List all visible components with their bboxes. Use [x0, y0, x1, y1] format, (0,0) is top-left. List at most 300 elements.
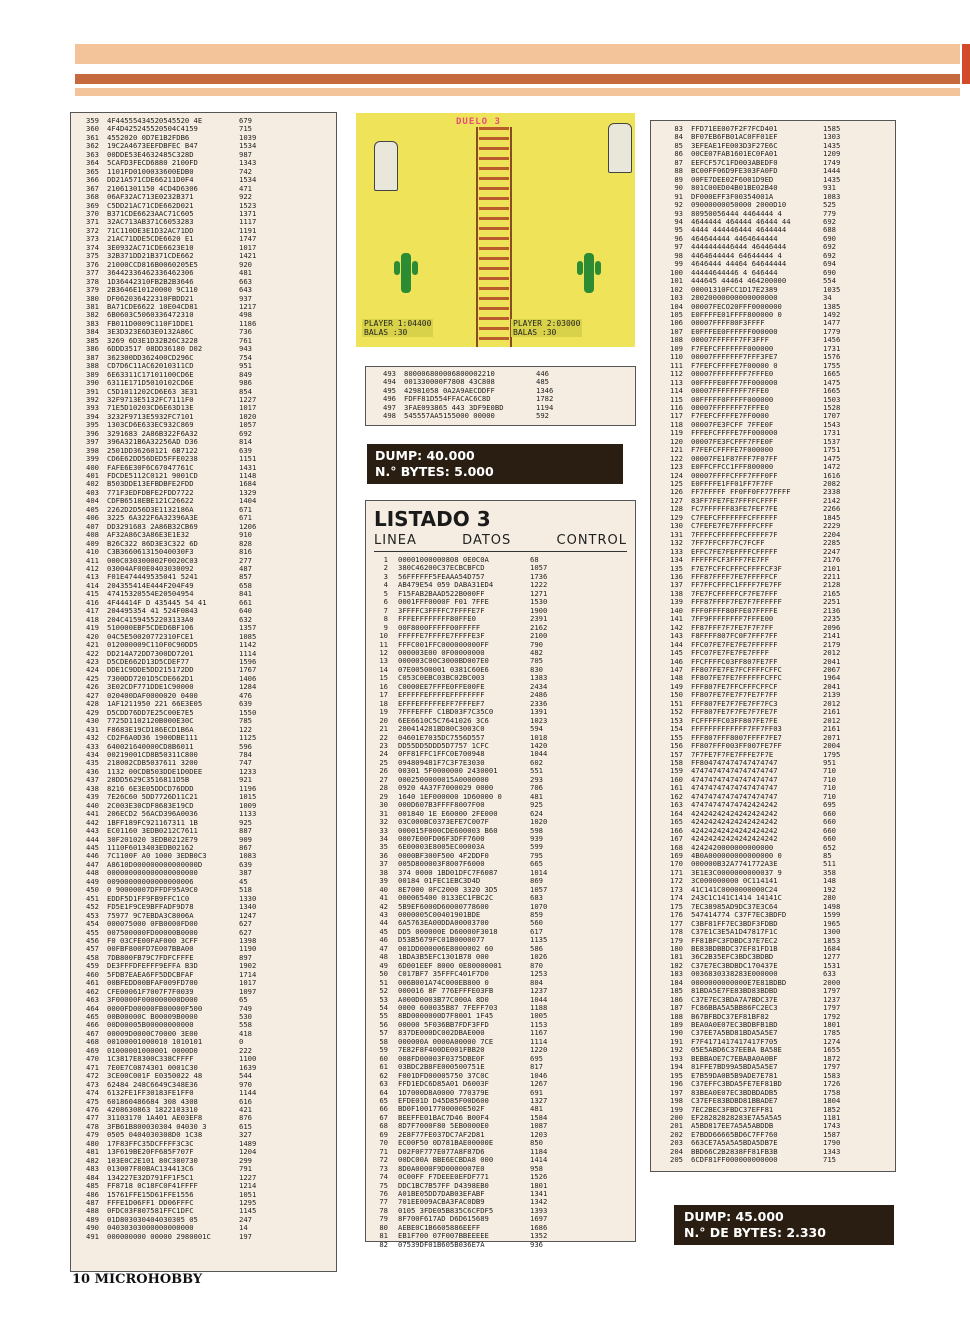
hex-data: 4242420000000000000	[691, 842, 774, 852]
hex-data: E0FFFFE01FFFF800000 0	[691, 309, 782, 319]
checksum: 692	[823, 250, 836, 260]
line-number: 183	[670, 969, 683, 979]
hex-data: 000000B32A7741772A3E	[691, 859, 778, 869]
checksum: 1385	[823, 301, 841, 311]
line-number: 158	[670, 757, 683, 767]
hex-data: 2501DD36260121 6B7122	[107, 445, 198, 455]
checksum: 1804	[823, 1096, 841, 1106]
checksum: 692	[823, 216, 836, 226]
hex-data: 5B9EF6000D60000778600	[398, 901, 489, 911]
hex-data: C3B366061315040030F3	[107, 547, 194, 557]
hex-data: 3291683 2A86B322F6A32	[107, 428, 198, 438]
checksum: 1726	[823, 1079, 841, 1089]
line-number: 438	[86, 783, 99, 793]
hex-data: 00007FECO20FFF0000000	[691, 301, 782, 311]
line-number: 191	[670, 1036, 683, 1046]
line-number: 156	[670, 741, 683, 751]
checksum: 692	[823, 242, 836, 252]
checksum: 2100	[530, 631, 548, 641]
line-number: 193	[670, 1053, 683, 1063]
checksum: 2391	[530, 614, 548, 624]
checksum: 1585	[823, 124, 841, 133]
line-number: 13	[379, 656, 388, 666]
hex-data: 36C2B35EFC3BDC3BDBD	[691, 952, 774, 962]
hex-data: 1AF1211950 221 66E3E05	[107, 699, 203, 709]
checksum: 695	[823, 800, 836, 810]
checksum: 1284	[239, 682, 257, 692]
checksum: 1492	[823, 309, 841, 319]
listing-header	[366, 533, 635, 549]
checksum: 2101	[823, 563, 841, 573]
hex-data: EF28282828283E7A5A5A5	[691, 1113, 782, 1123]
hex-data: C5D1011202CD6E63 3E31	[107, 386, 198, 396]
checksum: 1523	[239, 200, 257, 210]
checksum: 299	[239, 1155, 252, 1165]
checksum: 197	[239, 1231, 252, 1241]
hex-data: 00B00000C B00009B0000	[107, 1012, 198, 1022]
hex-data: 3FAE093865 443 3DF9E0BD	[404, 402, 504, 412]
listing-title: LISTADO 3	[374, 507, 491, 531]
line-number: 131	[670, 529, 683, 539]
hex-data: FFFEFFFFFFFF80FFE0	[398, 614, 476, 624]
checksum: 1801	[823, 1020, 841, 1030]
line-number: 409	[86, 538, 99, 548]
hex-data: 7725D1102120B000E30C	[107, 716, 194, 726]
listing-3-rows	[366, 556, 635, 1249]
line-number: 427	[86, 690, 99, 700]
line-number: 34	[379, 833, 388, 843]
checksum: 688	[823, 225, 836, 235]
checksum: 2012	[823, 698, 841, 708]
line-number: 474	[86, 1088, 99, 1098]
line-number: 479	[86, 1130, 99, 1140]
checksum: 1790	[823, 1138, 841, 1148]
hex-data: FCFFFFFC03FF807FE7FE	[691, 715, 778, 725]
hex-data: 00FBF800FD7E007BBA00	[107, 944, 194, 954]
checksum: 616	[239, 1096, 252, 1106]
line-number: 79	[379, 1214, 388, 1224]
checksum: 814	[239, 437, 252, 447]
checksum: 779	[823, 208, 836, 218]
line-number: 60	[379, 1053, 388, 1063]
checksum: 747	[239, 758, 252, 768]
checksum: 1247	[239, 910, 257, 920]
line-number: 407	[86, 521, 99, 531]
hex-data: FFD71EE007F2F7FCD401	[691, 124, 778, 133]
checksum: 784	[239, 749, 252, 759]
checksum: 2336	[530, 698, 548, 708]
checksum: 471	[239, 183, 252, 193]
checksum: 1444	[823, 166, 841, 176]
checksum: 850	[530, 1138, 543, 1148]
checksum: 1684	[239, 479, 257, 489]
hex-data: 4552020 0D7E1B2FDB6	[107, 132, 190, 142]
line-number: 50	[379, 969, 388, 979]
hex-data: 00FFFFE0FFF7FF000000	[691, 377, 778, 387]
line-number: 370	[86, 208, 99, 218]
hex-data: 6A5763EA00DDA00003700	[398, 918, 489, 928]
line-number: 378	[86, 276, 99, 286]
checksum: 518	[239, 885, 252, 895]
checksum: 660	[823, 817, 836, 827]
hex-data: 71C110DE3E1D32AC71DD	[107, 225, 194, 235]
line-number: 138	[670, 588, 683, 598]
line-number: 366	[86, 175, 99, 185]
hex-data: 8BD0000000D7F8001 1F45	[398, 1011, 494, 1021]
hex-data: 444645 44464 464200000	[691, 276, 787, 286]
checksum: 1217	[239, 301, 257, 311]
hex-data: 000000000000000000000	[107, 868, 198, 878]
hex-data: 020400DAF0000020 0400	[107, 690, 198, 700]
line-number: 440	[86, 800, 99, 810]
line-number: 433	[86, 741, 99, 751]
hex-data: 0000 600035B87 7FEFF703	[398, 1003, 498, 1013]
line-number: 423	[86, 657, 99, 666]
checksum: 1057	[530, 884, 548, 894]
checksum: 2338	[823, 487, 841, 497]
hex-data: 00100001000010 1010101	[107, 1037, 203, 1047]
hex-data: DF062036422310FBDD21	[107, 293, 194, 303]
line-number: 432	[86, 733, 99, 743]
line-number: 132	[670, 538, 683, 548]
hex-data: 21061301150 4CD4D6306	[107, 183, 198, 193]
checksum: 446	[536, 369, 549, 378]
checksum: 660	[823, 825, 836, 835]
line-number: 451	[86, 893, 99, 903]
hex-data: 36442336462336462306	[107, 268, 194, 278]
line-number: 434	[86, 749, 99, 759]
hex-data: 03BDC2B8FE000500751E	[398, 1062, 485, 1072]
line-number: 51	[379, 977, 388, 987]
checksum: 1039	[239, 132, 257, 142]
hex-data: FFFC001FFC000000000FF	[398, 639, 489, 649]
line-number: 444	[86, 834, 99, 844]
hex-data: 00F8000FFFFF00FFFFF	[398, 622, 481, 632]
checksum: 1346	[536, 385, 554, 395]
hex-data: 000C030300002F0020C03	[107, 555, 198, 565]
line-number: 187	[670, 1003, 683, 1013]
checksum: 624	[530, 808, 543, 818]
checksum: 1237	[823, 994, 841, 1004]
hex-data: BEEFFE01BAC7D46 B00F4	[398, 1112, 489, 1122]
player1-hud	[362, 319, 433, 337]
line-number: 185	[670, 986, 683, 996]
checksum: 1801	[530, 1180, 548, 1190]
hex-data: 801C00ED04B01BE02B40	[691, 183, 778, 193]
hex-data: AEBE0C1B6605886EEFF	[398, 1222, 481, 1232]
line-number: 401	[86, 471, 99, 481]
checksum: 2161	[823, 707, 841, 717]
hex-data: 243C1C141C1414 14141C	[691, 893, 782, 903]
hex-data: 00DC00A BBE6ECBDA8 000	[398, 1155, 494, 1165]
hex-data: 47474747474747474747	[691, 766, 778, 776]
hex-data: EDDF5D1FF9FB9FFC1C0	[107, 893, 190, 903]
hex-data: 1BFF189FC921167311 1B	[107, 817, 198, 827]
checksum: 665	[530, 859, 543, 869]
hex-data: 464644444 4464644444	[691, 233, 778, 243]
dump-info-box	[367, 444, 623, 484]
hex-data: FF807FFF003FF007FE7FF	[691, 741, 782, 751]
checksum: 1194	[536, 402, 554, 412]
checksum: 1526	[530, 1172, 548, 1182]
line-number: 173	[670, 884, 683, 894]
hex-data: FF87FFF7F7FE7F7F7FF	[691, 622, 774, 632]
line-number: 20	[379, 715, 388, 725]
hex-data: 00001000000808 0E0C0A	[398, 555, 489, 564]
checksum: 1785	[823, 1028, 841, 1038]
line-number: 2	[383, 563, 388, 573]
line-number: 468	[86, 1037, 99, 1047]
hex-data: 0036830338283E000000	[691, 969, 778, 979]
checksum: 1300	[823, 927, 841, 937]
checksum: 1414	[530, 1155, 548, 1165]
checksum: 690	[823, 233, 836, 243]
line-number: 52	[379, 986, 388, 996]
hex-data: 00007FFFFFFF7FFFE0	[691, 402, 769, 412]
line-number: 367	[86, 183, 99, 193]
hex-data: 71E5D10203CD6E63D13E	[107, 403, 194, 413]
checksum: 2486	[530, 690, 548, 700]
checksum: 1227	[239, 1172, 257, 1182]
line-number: 182	[670, 960, 683, 970]
hex-data: 00CE07FAB1601EC0FA01	[691, 149, 778, 159]
checksum: 663	[239, 276, 252, 286]
line-number: 113	[670, 377, 683, 387]
line-number: 17	[379, 690, 388, 700]
checksum: 936	[530, 1239, 543, 1249]
hex-data: 547414774 C37F7EC3BDFD	[691, 910, 787, 920]
line-number: 179	[670, 935, 683, 945]
checksum: 1188	[530, 1003, 548, 1013]
line-number: 72	[379, 1155, 388, 1165]
checksum: 761	[239, 335, 252, 345]
line-number: 99	[674, 259, 683, 269]
checksum: 706	[530, 783, 543, 793]
checksum: 660	[823, 808, 836, 818]
checksum: 14	[239, 1223, 248, 1233]
hex-data: 005D800003F8007F6000	[398, 859, 485, 869]
checksum: 596	[239, 741, 252, 751]
line-number: 417	[86, 606, 99, 616]
hex-data: 0C00FF F7DEEE0EFDF771	[398, 1172, 489, 1182]
line-number: 59	[379, 1045, 388, 1055]
checksum: 1125	[239, 733, 257, 743]
line-number: 359	[86, 116, 99, 125]
hex-data: 0000000000000E7E81BDBD	[691, 977, 787, 987]
hex-data: FF7FFCFFFC1FFFF7FE7FF	[691, 580, 782, 590]
hex-data: 206ECD2 56ACD396A0036	[107, 809, 198, 819]
checksum: 1639	[239, 1062, 257, 1072]
header-rule	[374, 551, 627, 552]
line-number: 496	[383, 394, 396, 404]
line-number: 39	[379, 876, 388, 886]
hex-data: 81BDA5E7FE83BD83BDBD	[691, 986, 778, 996]
line-number: 9	[383, 622, 388, 632]
line-number: 404	[86, 496, 99, 506]
checksum: 1144	[239, 1088, 257, 1098]
checksum: 1135	[530, 935, 548, 945]
hex-data: DE3FFFDFEFFF9EFFA B3D	[107, 961, 198, 971]
checksum: 857	[239, 572, 252, 582]
hex-data: FC86BBA5A5BB86FC2EC3	[691, 1003, 778, 1013]
hex-data: 3F00000F000000000D000	[107, 995, 198, 1005]
checksum: 2229	[823, 521, 841, 531]
hex-data: BF07EB6FB01AC0FF01EF	[691, 132, 778, 142]
line-number: 408	[86, 530, 99, 540]
col-header-control: CONTROL	[556, 533, 627, 548]
dump-info-box-2	[674, 1205, 894, 1245]
line-number: 459	[86, 961, 99, 971]
checksum: 1330	[239, 893, 257, 903]
checksum: 1534	[239, 141, 257, 151]
hex-data: 04C5E50020772310FCE1	[107, 631, 194, 641]
checksum: 1342	[530, 1197, 548, 1207]
hex-data: 000000000 00000 2980001C	[107, 1231, 211, 1241]
checksum: 1964	[823, 673, 841, 683]
hex-data: 000003E00 0F00000000	[398, 647, 485, 657]
checksum: 710	[823, 766, 836, 776]
line-number: 152	[670, 707, 683, 717]
line-number: 127	[670, 495, 683, 505]
checksum: 85	[823, 850, 832, 860]
page-footer	[72, 1272, 202, 1287]
checksum: 1087	[530, 1121, 548, 1131]
hex-data: BEBBAOE7C7EBABA0A0BF	[691, 1053, 778, 1063]
hex-data: F8FFFF807FC0F7FFF7FF	[691, 631, 778, 641]
hex-data: 1132 00CDB503DDE1D0DEE	[107, 766, 203, 776]
checksum: 931	[823, 183, 836, 193]
checksum: 658	[239, 580, 252, 590]
line-number: 202	[670, 1129, 683, 1139]
hex-data: C37EE7A5BD81BDA5A5E7	[691, 1028, 778, 1038]
line-number: 1	[383, 555, 388, 564]
line-number: 437	[86, 775, 99, 785]
hex-data: D5CDE662D13D5CDEF77	[107, 657, 190, 666]
line-number: 428	[86, 699, 99, 709]
checksum: 327	[239, 1130, 252, 1140]
hex-data: 0000BF300F500 4F2DDF0	[398, 850, 489, 860]
hex-data: 3C000000000 0C114141	[691, 876, 778, 886]
checksum: 1684	[823, 943, 841, 953]
line-number: 27	[379, 774, 388, 784]
hex-data: BA71CDE6622 10E04CD81	[107, 301, 198, 311]
hex-data: FFD1EDC6D85A01 D6003F	[398, 1079, 489, 1089]
hex-data: DD21A571CDE66211D0F4	[107, 175, 194, 185]
line-number: 483	[86, 1164, 99, 1174]
line-number: 471	[86, 1062, 99, 1072]
hex-data: FF807FE7FE7FCFFFFCFFC	[691, 665, 782, 674]
hex-data: 30F201020 3EDB0212E79	[107, 834, 198, 844]
hex-data: 00009D0000C70000 3E00	[107, 1028, 198, 1038]
hex-data: FFFE1D06FF1 DD06FFFC	[107, 1198, 194, 1207]
line-number: 93	[674, 208, 683, 218]
line-number: 151	[670, 698, 683, 708]
hex-data: 7FE7FCFFFFFCF7FE7FFF	[691, 588, 778, 598]
hex-data: 7FF7FFCFF7FC7FCFF	[691, 538, 765, 548]
checksum: 859	[530, 910, 543, 920]
line-number: 126	[670, 487, 683, 497]
checksum: 1343	[823, 1146, 841, 1156]
checksum: 1686	[530, 1222, 548, 1232]
line-number: 431	[86, 724, 99, 734]
hex-data: 01D803030404030305 05	[107, 1214, 198, 1224]
hex-data: EC00F50 0D781BAE00000E	[398, 1138, 494, 1148]
line-number: 8	[383, 614, 388, 624]
line-number: 58	[379, 1036, 388, 1046]
checksum: 1795	[823, 749, 841, 759]
checksum: 1751	[823, 445, 841, 455]
checksum: 2204	[823, 529, 841, 539]
hex-data: 1101FD0100033600EDB0	[107, 166, 194, 176]
line-number: 30	[379, 800, 388, 810]
line-number: 204	[670, 1146, 683, 1156]
line-number: 159	[670, 766, 683, 776]
checksum: 632	[239, 614, 252, 624]
checksum: 817	[530, 1062, 543, 1072]
checksum: 421	[239, 1105, 252, 1115]
line-number: 487	[86, 1198, 99, 1207]
hex-data: E0FFFFE1FF01FF7F7FF	[691, 479, 774, 489]
hex-data: 83FF7FE7FE7FFFFCFFFF	[691, 495, 778, 505]
hex-data: 00301 5F0000000 2430001	[398, 766, 498, 776]
line-number: 403	[86, 487, 99, 497]
line-number: 25	[379, 757, 388, 767]
checksum: 1537	[823, 436, 841, 446]
line-number: 429	[86, 707, 99, 717]
line-number: 381	[86, 301, 99, 311]
line-number: 171	[670, 867, 683, 877]
line-number: 165	[670, 817, 683, 827]
hex-data: 04601E7035DC7556D557	[398, 732, 485, 742]
checksum: 710	[823, 791, 836, 801]
hex-data: 3E02CDF771DDE1C90000	[107, 682, 194, 692]
checksum: 816	[239, 547, 252, 557]
checksum: 1707	[823, 411, 841, 421]
hex-data: 42424242424242424242	[691, 808, 778, 818]
hex-data: 06AF32AC713E0232B371	[107, 192, 194, 202]
checksum: 1017	[239, 242, 257, 252]
line-number: 80	[379, 1222, 388, 1232]
checksum: 1151	[239, 454, 257, 464]
checksum: 639	[239, 699, 252, 709]
line-number: 186	[670, 994, 683, 1004]
line-number: 458	[86, 952, 99, 962]
line-number: 382	[86, 310, 99, 320]
hex-data: 1C3817E8300C338CFFFF	[107, 1054, 194, 1064]
hex-data: 7300DD7201D5CDE662D1	[107, 673, 194, 683]
line-number: 365	[86, 166, 99, 176]
hex-data: 80950056444 4464444 4	[691, 208, 782, 218]
line-number: 32	[379, 817, 388, 827]
hex-data: 001DD000006E8000002 60	[398, 943, 494, 953]
line-number: 45	[379, 926, 388, 936]
hex-data: FF7FFFFF FF0FF0FF77FFFF	[691, 487, 791, 497]
hex-data: 7E26C60 5DD7726D11C21	[107, 792, 198, 802]
line-number: 77	[379, 1197, 388, 1207]
header-band-dark	[75, 74, 960, 84]
hex-data: 00007FE3FCFFF7FFE0F	[691, 436, 774, 446]
checksum: 1596	[239, 657, 257, 666]
checksum: 485	[536, 377, 549, 387]
hex-data: C37E7EC3BDBDC170437E	[691, 960, 778, 970]
dump-address: DUMP: 40.000	[375, 448, 475, 463]
line-number: 174	[670, 893, 683, 903]
line-number: 75	[379, 1180, 388, 1190]
magazine-name: MICROHOBBY	[94, 1272, 203, 1287]
line-number: 424	[86, 665, 99, 675]
hex-data: 0 90000007DFFDF95A9C0	[107, 885, 198, 895]
line-number: 386	[86, 344, 99, 354]
